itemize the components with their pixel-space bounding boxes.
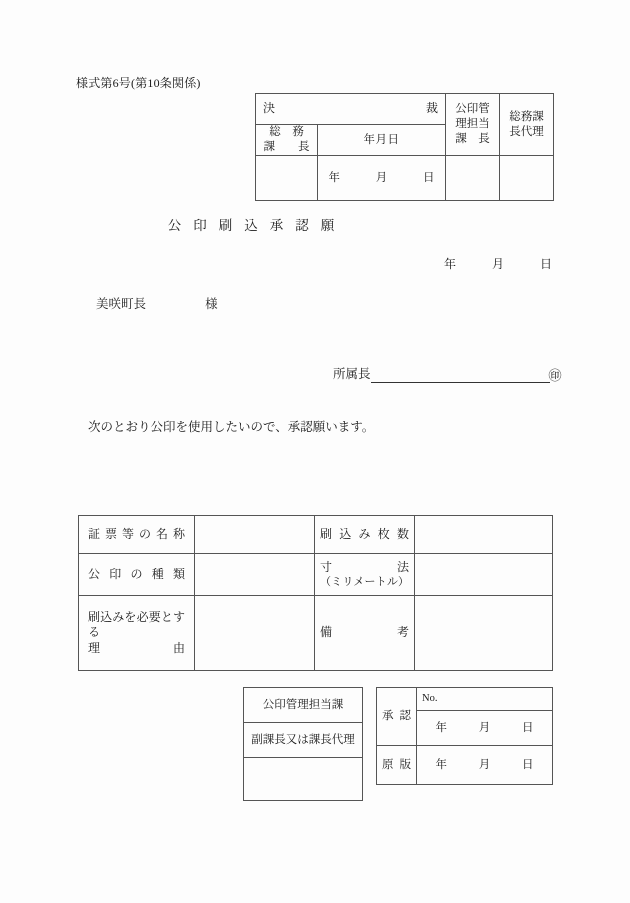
- table-row: [377, 688, 553, 711]
- label-approval: [377, 688, 417, 746]
- koin-line-1: 公印管: [455, 103, 490, 116]
- original-date-month: 月: [478, 758, 491, 771]
- koin-manager-header-cell: [446, 94, 500, 156]
- label-text: 備考: [320, 625, 409, 640]
- soumu-chief-header-cell: [256, 125, 318, 156]
- approval-date-month: 月: [478, 721, 491, 734]
- table-row: [244, 688, 363, 723]
- label-text-line1: 寸 法: [320, 559, 409, 574]
- detail-table: [78, 515, 553, 671]
- soumu-deputy-header-cell: [500, 94, 554, 156]
- soumu-daori-line-2: 長代理: [509, 125, 544, 138]
- date-month: 月: [491, 257, 504, 271]
- approval-date-year: 年: [435, 721, 447, 734]
- soumu-chief-stamp-cell[interactable]: [256, 156, 318, 201]
- label-text: 承認: [382, 710, 411, 723]
- soumu-daori-line-1: 総務課: [509, 110, 544, 123]
- signature-line: [333, 364, 562, 383]
- date-year: 年: [443, 257, 456, 271]
- seal-dept-role: 副課長又は課長代理: [244, 723, 363, 758]
- label-certificate-name: [79, 516, 195, 554]
- date-day: 日: [539, 257, 552, 271]
- label-text: 証票等の名称: [88, 526, 185, 541]
- ymd-header-cell: 年月日: [318, 125, 446, 156]
- label-seal-type: [79, 554, 195, 596]
- decision-date-year: 年: [328, 171, 340, 184]
- seal-department-table: [243, 687, 363, 801]
- koin-manager-stamp-cell[interactable]: [446, 156, 500, 201]
- seal-dept-stamp-cell[interactable]: [244, 758, 363, 801]
- label-text: 公印の種類: [88, 566, 185, 581]
- field-dimensions[interactable]: [415, 554, 553, 596]
- label-remarks: [315, 596, 415, 671]
- field-remarks[interactable]: [415, 596, 553, 671]
- field-approval-number[interactable]: [417, 688, 553, 711]
- decision-date-day: 日: [423, 171, 435, 184]
- field-seal-type[interactable]: [195, 554, 315, 596]
- seal-icon: ㊞: [548, 368, 562, 383]
- decision-header-cell: [256, 94, 446, 125]
- original-date-year: 年: [435, 758, 447, 771]
- table-row: [256, 94, 554, 125]
- addressee-honorific: 様: [205, 297, 218, 311]
- decision-date-month: 月: [375, 171, 388, 184]
- page-title: 公印刷込承認願: [167, 218, 347, 233]
- koin-line-2: 理担当: [455, 118, 490, 131]
- approval-date-day: 日: [522, 721, 534, 734]
- decision-header-right: 裁: [425, 101, 438, 116]
- addressee: [96, 294, 218, 312]
- field-approval-date[interactable]: [417, 711, 553, 746]
- signature-input[interactable]: [371, 369, 550, 383]
- table-row: [79, 554, 553, 596]
- label-text: 原版: [382, 758, 411, 771]
- field-certificate-name[interactable]: [195, 516, 315, 554]
- decision-date-cell[interactable]: [318, 156, 446, 201]
- table-row: [244, 758, 363, 801]
- decision-table: [255, 93, 554, 201]
- body-text: 次のとおり公印を使用したいので、承認願います。: [88, 420, 375, 434]
- original-date-day: 日: [522, 758, 534, 771]
- soumu-line-2: 課 長: [263, 141, 310, 153]
- decision-header-left: 決: [263, 101, 276, 116]
- document-date-line: [0, 255, 630, 272]
- no-label: No.: [422, 693, 438, 705]
- label-text-line1: 刷込みを必要とする: [88, 609, 185, 640]
- field-original-date[interactable]: [417, 746, 553, 785]
- koin-line-3: 課 長: [455, 132, 490, 145]
- signature-label: 所属長: [333, 367, 371, 381]
- label-text: 刷込み枚数: [320, 526, 409, 541]
- approval-table: [376, 687, 553, 785]
- table-row: [256, 156, 554, 201]
- soumu-deputy-stamp-cell[interactable]: [500, 156, 554, 201]
- table-row: [244, 723, 363, 758]
- table-row: [79, 516, 553, 554]
- field-print-count[interactable]: [415, 516, 553, 554]
- label-print-count: [315, 516, 415, 554]
- addressee-name: 美咲町長: [96, 297, 147, 311]
- table-row: [377, 746, 553, 785]
- field-reason[interactable]: [195, 596, 315, 671]
- label-text-line2: （ミリメートル）: [320, 576, 409, 589]
- seal-dept-header: 公印管理担当課: [244, 688, 363, 723]
- form-number-label: 様式第6号(第10条関係): [76, 76, 201, 90]
- soumu-line-1: 総 務: [269, 126, 304, 139]
- label-original-plate: [377, 746, 417, 785]
- label-text-line2: 理 由: [88, 640, 185, 655]
- label-reason: [79, 596, 195, 671]
- table-row: [79, 596, 553, 671]
- label-dimensions: [315, 554, 415, 596]
